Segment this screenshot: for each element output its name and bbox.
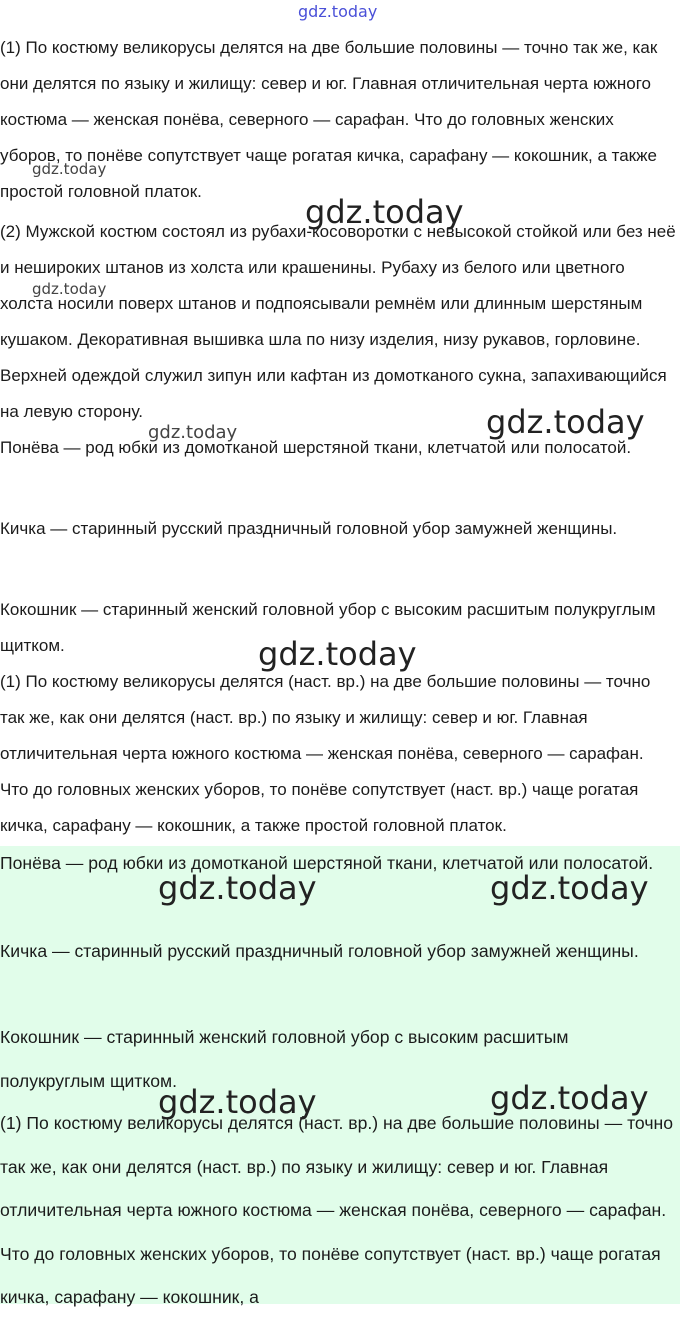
- answer-definition-kichka: Кичка — старинный русский праздничный головной убор замужней женщины.: [0, 941, 639, 961]
- paragraph-2: (2) Мужской костюм состоял из рубахи-косоворотки с невысокой стойкой или без неё и нешироких штанов из холста или крашенины. Рубаху из белого или цветного холста носили поверх штанов и подпоясывали ремнём или длинным шерстяным кушаком. Декоративная вышивка шла по низу изделия, низу рукавов, горловине. Верхней одеждой служил зипун или кафтан из домотканого сукна, запахивающийся на левую сторону.: [0, 222, 676, 421]
- watermark: gdz.today: [148, 422, 238, 443]
- answer-definition-kokoshnik: Кокошник — старинный женский головной убор с высоким расшитым полукруглым щитком.: [0, 1027, 569, 1091]
- answer-paragraph-analysis: (1) По костюму великорусы делятся (наст. вр.) на две большие половины — точно так же, как они делятся (наст. вр.) по языку и жилищу: север и юг. Главная отличительная черта южного костюма — женская понёва, северного — сарафан. Что до головных женских уборов, то понёве сопутствует (наст. вр.) чаще рогатая кичка, сарафану — кокошник, а: [0, 1113, 674, 1307]
- watermark: gdz.today: [490, 869, 649, 907]
- watermark: gdz.today: [158, 1083, 317, 1121]
- watermark: gdz.today: [32, 160, 107, 178]
- answer-definition-poneva: Понёва — род юбки из домотканой шерстяной ткани, клетчатой или полосатой.: [0, 853, 654, 873]
- watermark: gdz.today: [158, 869, 317, 907]
- definition-poneva: Понёва — род юбки из домотканой шерстяной ткани, клетчатой или полосатой.: [0, 438, 632, 457]
- definition-kokoshnik: Кокошник — старинный женский головной убор с высоким расшитым полукруглым щитком.: [0, 600, 656, 655]
- definition-kichka: Кичка — старинный русский праздничный головной убор замужней женщины.: [0, 519, 618, 538]
- watermark: gdz.today: [32, 280, 107, 298]
- watermark: gdz.today: [486, 403, 645, 441]
- watermark: gdz.today: [258, 635, 417, 673]
- paragraph-analysis: (1) По костюму великорусы делятся (наст. вр.) на две большие половины — точно так же, как они делятся (наст. вр.) по языку и жилищу: север и юг. Главная отличительная черта южного костюма — женская понёва, северного — сарафан. Что до головных женских уборов, то понёве сопутствует (наст. вр.) чаще рогатая кичка, сарафану — кокошник, а также простой головной платок.: [0, 672, 651, 835]
- watermark-logo: gdz.today: [298, 2, 378, 21]
- watermark: gdz.today: [490, 1079, 649, 1117]
- watermark: gdz.today: [305, 193, 464, 231]
- paragraph-1: (1) По костюму великорусы делятся на две большие половины — точно так же, как они делятся по языку и жилищу: север и юг. Главная отличительная черта южного костюма — женская понёва, северного — сарафан. Что до головных женских уборов, то понёве сопутствует чаще рогатая кичка, сарафану — кокошник, а также простой головной платок.: [0, 38, 658, 201]
